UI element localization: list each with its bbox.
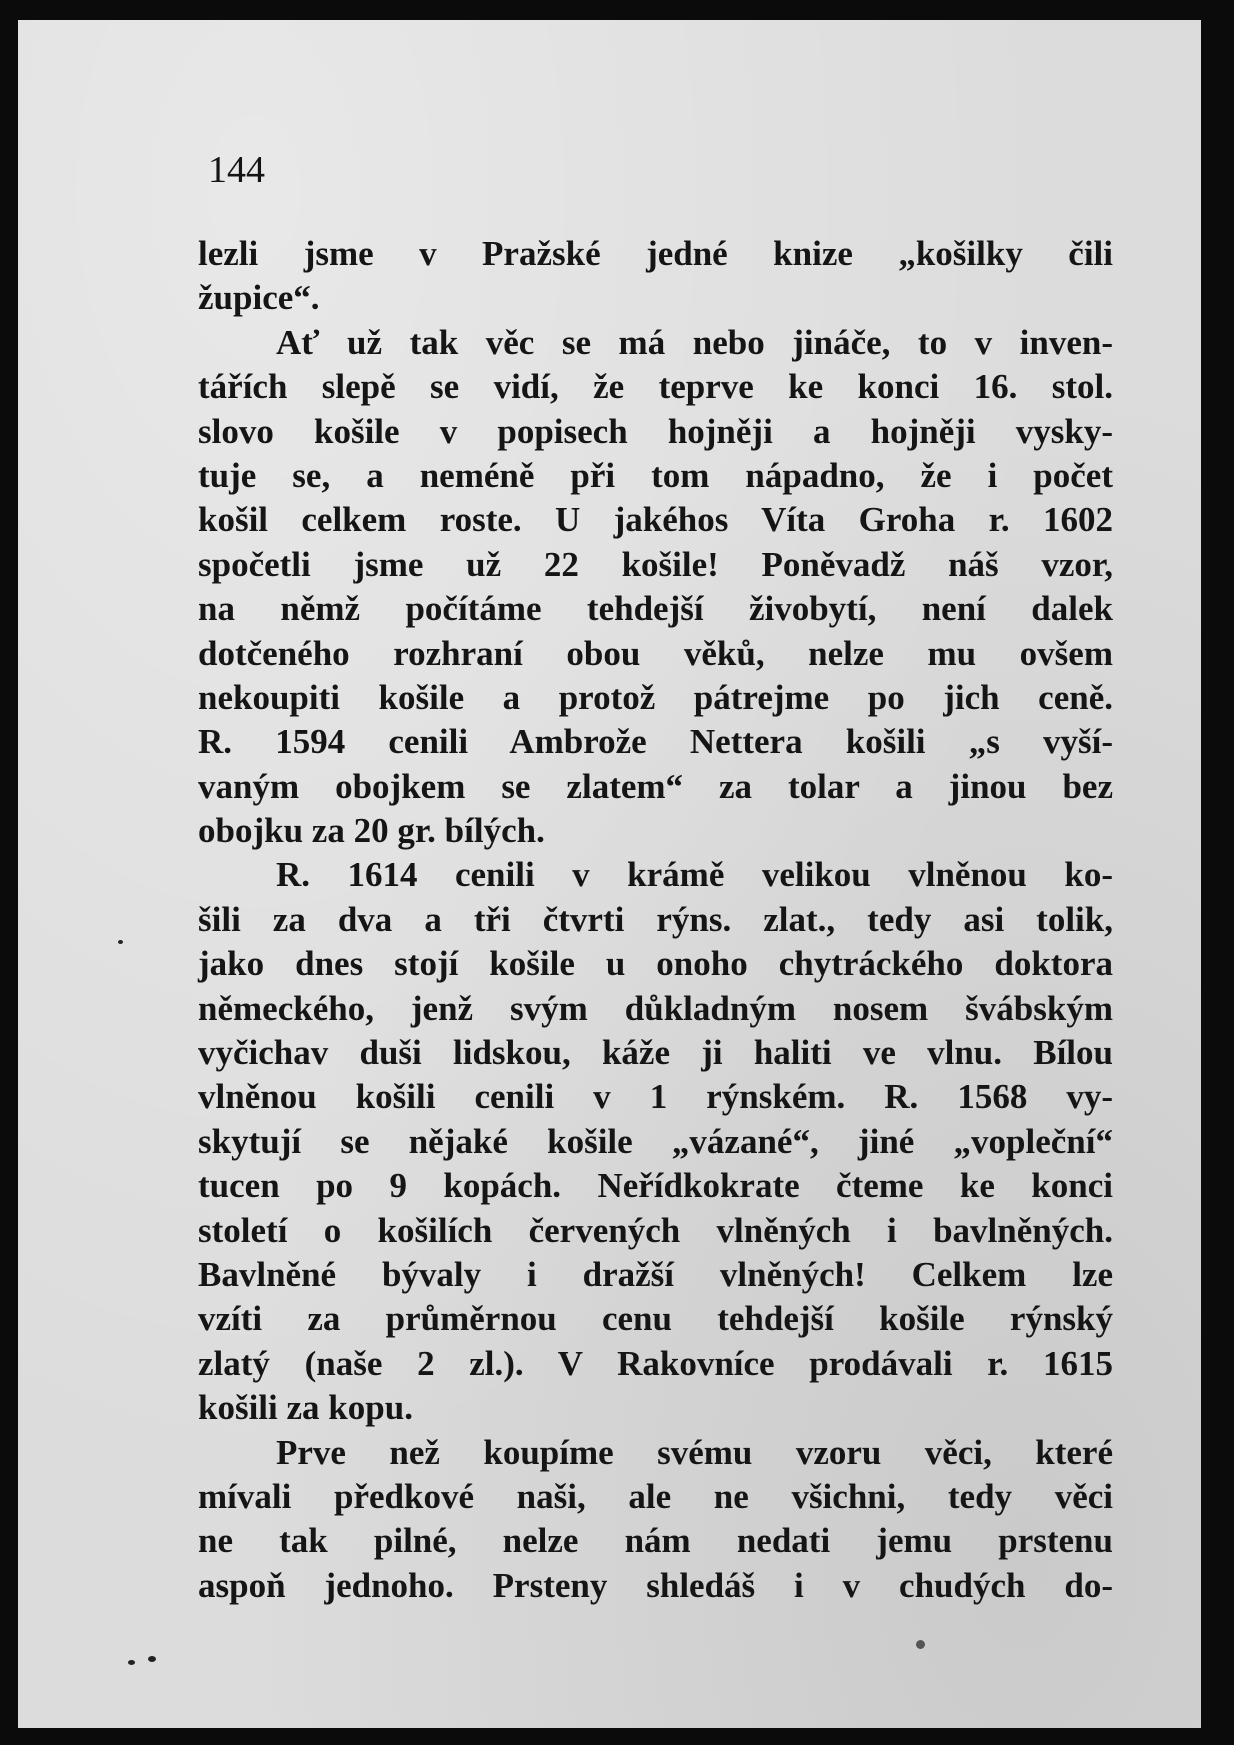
text-line: německého, jenž svým důkladným nosem švábským bbox=[198, 988, 1113, 1028]
text-line: R. 1614 cenili v krámě velikou vlněnou ko- bbox=[276, 855, 1113, 895]
body-text bbox=[198, 232, 1113, 1608]
text-line: Bavlněné bývaly i dražší vlněných! Celkem lze bbox=[198, 1254, 1113, 1294]
book-page bbox=[18, 20, 1201, 1728]
paper-speck bbox=[916, 1640, 925, 1649]
text-line: mívali předkové naši, ale ne všichni, tedy věci bbox=[198, 1476, 1113, 1516]
paper-speck bbox=[148, 1656, 156, 1662]
text-line: dotčeného rozhraní obou věků, nelze mu ovšem bbox=[198, 633, 1113, 673]
text-line: tářích slepě se vidí, že teprve ke konci 16. stol. bbox=[198, 367, 1113, 407]
text-line: tuje se, a neméně při tom nápadno, že i počet bbox=[198, 455, 1113, 495]
text-line: tucen po 9 kopách. Neřídkokrate čteme ke konci bbox=[198, 1166, 1113, 1206]
text-line: na němž počítáme tehdejší živobytí, není dalek bbox=[198, 589, 1113, 629]
text-line: Prve než koupíme svému vzoru věci, které bbox=[276, 1432, 1113, 1472]
text-line: aspoň jednoho. Prsteny shledáš i v chudých do- bbox=[198, 1565, 1113, 1605]
text-line: vzíti za průměrnou cenu tehdejší košile rýnský bbox=[198, 1299, 1113, 1339]
text-line: ne tak pilné, nelze nám nedati jemu prstenu bbox=[198, 1521, 1113, 1561]
page-number: 144 bbox=[208, 149, 265, 191]
text-line: obojku za 20 gr. bílých. bbox=[198, 811, 545, 851]
paper-speck bbox=[128, 1660, 135, 1665]
text-line: župice“. bbox=[198, 278, 320, 318]
text-line: skytují se nějaké košile „vázané“, jiné „vopleční“ bbox=[198, 1121, 1113, 1161]
text-line: košili za kopu. bbox=[198, 1388, 413, 1428]
paper-speck bbox=[118, 940, 123, 944]
text-line: šili za dva a tři čtvrti rýns. zlat., tedy asi tolik, bbox=[198, 899, 1113, 939]
text-line: jako dnes stojí košile u onoho chytráckého doktora bbox=[198, 944, 1113, 984]
text-line: slovo košile v popisech hojněji a hojněji vysky- bbox=[198, 411, 1113, 451]
text-line: R. 1594 cenili Ambrože Nettera košili „s vyší- bbox=[198, 722, 1113, 762]
text-line: vaným obojkem se zlatem“ za tolar a jinou bez bbox=[198, 766, 1113, 806]
text-line: století o košilích červených vlněných i bavlněných. bbox=[198, 1210, 1113, 1250]
text-line: košil celkem roste. U jakéhos Víta Groha r. 1602 bbox=[198, 500, 1113, 540]
text-line: zlatý (naše 2 zl.). V Rakovníce prodávali r. 1615 bbox=[198, 1343, 1113, 1383]
text-line: lezli jsme v Pražské jedné knize „košilky čili bbox=[198, 234, 1113, 273]
text-line: Ať už tak věc se má nebo jináče, to v inven- bbox=[276, 322, 1113, 362]
text-line: nekoupiti košile a protož pátrejme po jich ceně. bbox=[198, 677, 1113, 717]
text-line: vyčichav duši lidskou, káže ji haliti ve vlnu. Bílou bbox=[198, 1033, 1113, 1073]
text-line: vlněnou košili cenili v 1 rýnském. R. 1568 vy- bbox=[198, 1077, 1113, 1117]
text-line: spočetli jsme už 22 košile! Poněvadž náš vzor, bbox=[198, 544, 1113, 584]
